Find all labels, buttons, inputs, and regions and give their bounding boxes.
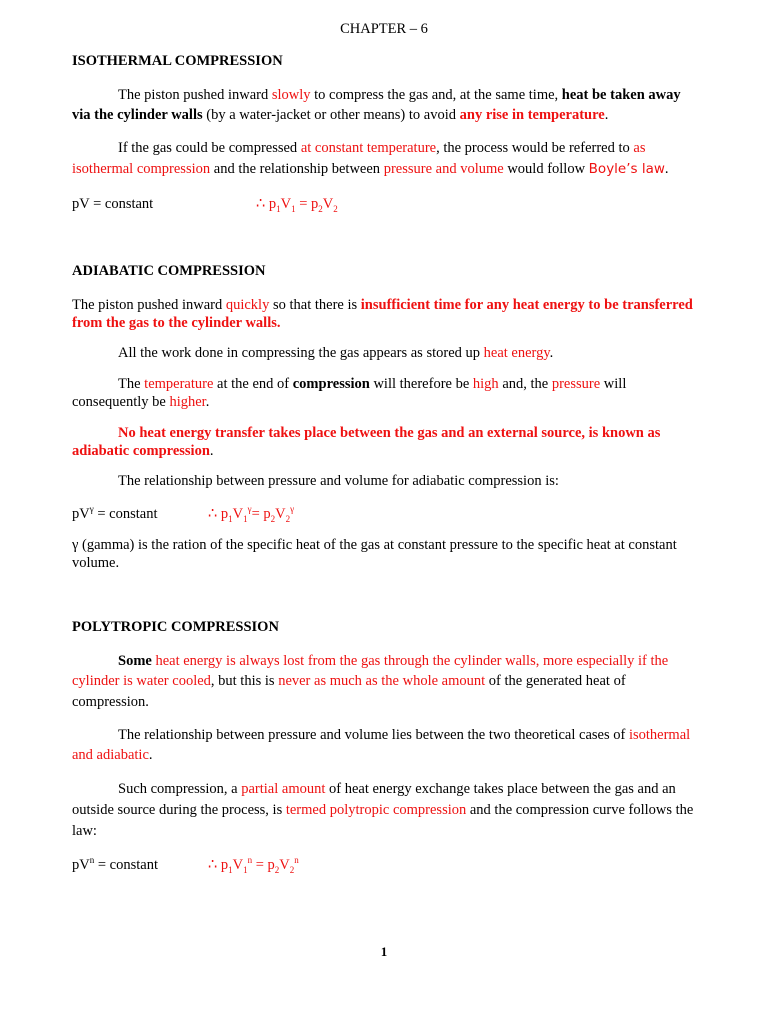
iso-para2-line1: If the gas could be compressed at constant temperature, the process would be referred to as <box>118 140 646 156</box>
adi-para3-line1: The temperature at the end of compression will therefore be high and, the pressure will <box>118 376 627 392</box>
poly-para1-line2: cylinder is water cooled, but this is never as much as the whole amount of the generated heat of <box>72 673 626 689</box>
poly-para2-line2: and adiabatic. <box>72 747 153 763</box>
poly-formula-right: ∴ $p_1V_1^n = p_2V_2^n$ <box>208 855 299 875</box>
adi-para3-line2: consequently be higher. <box>72 394 210 410</box>
adi-formula-right: ∴ $p_1V_1^\gamma= p_2V_2^\gamma$ <box>208 504 295 524</box>
adi-gamma-line1: γ (gamma) is the ration of the specific heat of the gas at constant pressure to the specific heat at constant <box>72 537 677 553</box>
polytropic-heading: POLYTROPIC COMPRESSION <box>72 619 279 635</box>
poly-para1-line1: Some heat energy is always lost from the gas through the cylinder walls, more especially if the <box>118 653 669 669</box>
adi-para5: The relationship between pressure and volume for adiabatic compression is: <box>118 473 559 489</box>
page-number: 1 <box>380 944 388 959</box>
poly-para3-line1: Such compression, a partial amount of heat energy exchange takes place between the gas and an <box>118 781 676 797</box>
adi-para4-line1: No heat energy transfer takes place between the gas and an external source, is known as <box>118 425 661 441</box>
adi-gamma-line2: volume. <box>72 555 120 571</box>
poly-para3-line3: law: <box>72 823 97 839</box>
poly-formula-left: $pV^n$ = constant <box>72 855 158 873</box>
poly-para1-line3: compression. <box>72 694 149 710</box>
adi-para2: All the work done in compressing the gas appears as stored up heat energy. <box>118 345 554 361</box>
iso-formula-left: pV = constant <box>72 196 154 212</box>
iso-formula-right: ∴ $p_1V_1 = p_2V_2$ <box>256 196 338 214</box>
poly-para2-line1: The relationship between pressure and volume lies between the two theoretical cases of isothermal <box>118 727 691 743</box>
adi-formula-left: $pV^\gamma$ = constant <box>72 504 158 522</box>
iso-para2-line2: isothermal compression and the relationship between pressure and volume would follow Boyle’s law. <box>72 161 669 177</box>
adi-para1-line2: from the gas to the cylinder walls. <box>72 315 281 331</box>
adi-para4-line2: adiabatic compression. <box>72 443 214 459</box>
adi-para1-line1: The piston pushed inward quickly so that there is insufficient time for any heat energy to be transferred <box>72 297 693 313</box>
poly-para3-line2: outside source during the process, is termed polytropic compression and the compression curve follows the <box>72 802 694 818</box>
iso-para1-line2: via the cylinder walls (by a water-jacket or other means) to avoid any rise in temperature. <box>72 107 609 123</box>
isothermal-heading: ISOTHERMAL COMPRESSION <box>72 53 283 69</box>
iso-para1-line1: The piston pushed inward slowly to compress the gas and, at the same time, heat be taken away <box>118 87 681 103</box>
chapter-title: CHAPTER – 6 <box>340 21 428 37</box>
adiabatic-heading: ADIABATIC COMPRESSION <box>72 263 266 279</box>
